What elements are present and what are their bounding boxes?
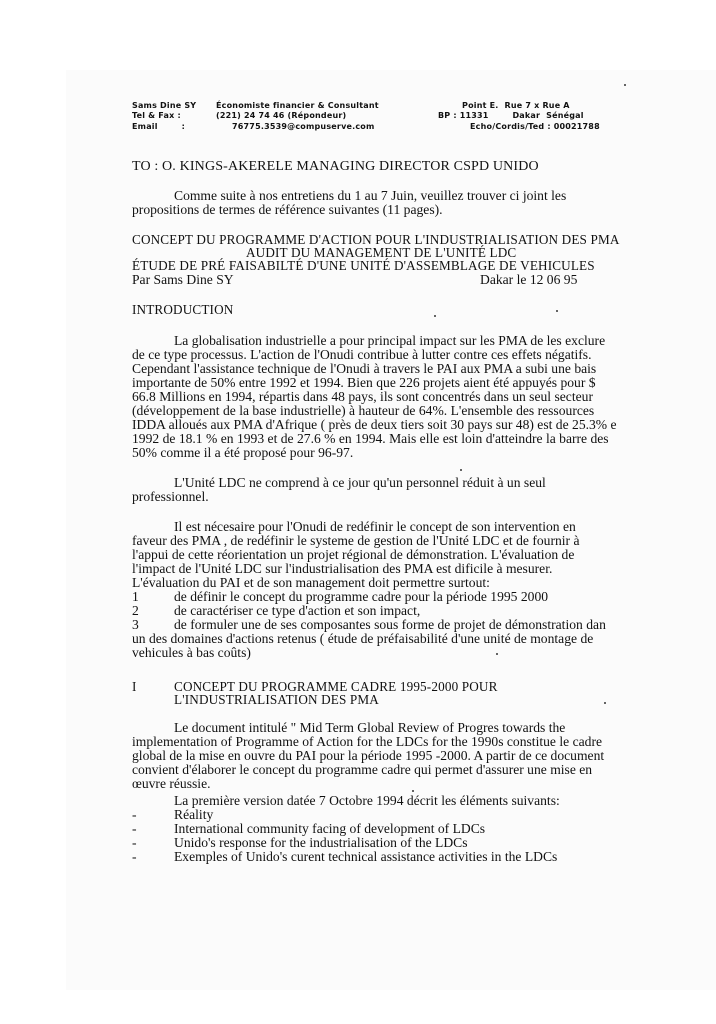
list-item-3-cont-2: vehicules à bas coûts)	[132, 645, 251, 660]
introduction-heading: INTRODUCTION	[132, 302, 234, 317]
to-line: TO : O. KINGS-AKERELE MANAGING DIRECTOR CSPD UNIDO	[132, 159, 539, 174]
letterhead-email-label: Email :	[132, 122, 185, 131]
letterhead-address: Point E. Rue 7 x Rue A	[462, 101, 570, 110]
para5-line: La première version datée 7 Octobre 1994 décrit les éléments suivants:	[174, 793, 560, 808]
para4-line-4: convient d'élaborer le concept du programme cadre qui permet d'assurer une mise en	[132, 762, 593, 777]
para4-line-3: global de la mise en ouvre du PAI pour la période 1995 -2000. A partir de ce document	[132, 748, 605, 763]
para1-line-9: 50% comme il a été proposé pour 96-97.	[132, 445, 354, 460]
scan-speck	[460, 469, 462, 471]
para1-line-5: 66.8 Millions en 1994, répartis dans 48 pays, ils sont concentrés dans un seul secteur	[132, 389, 593, 404]
intro-line-1: Comme suite à nos entretiens du 1 au 7 Juin, veuillez trouver ci joint les	[174, 188, 567, 203]
title-line-1: CONCEPT DU PROGRAMME D'ACTION POUR L'INDUSTRIALISATION DES PMA	[132, 232, 620, 247]
list-item-3: de formuler une de ses composantes sous forme de projet de démonstration dan	[174, 617, 606, 632]
para4-line-1: Le document intitulé " Mid Term Global Review of Progres towards the	[174, 720, 566, 735]
list-item-3-cont-1: un des domaines d'actions retenus ( étude de préfaisabilité d'une unité de montage de	[132, 631, 594, 646]
para1-line-1: La globalisation industrielle a pour principal impact sur les PMA de les exclure	[174, 333, 606, 348]
para2-line-2: professionnel.	[132, 489, 209, 504]
list-item-2: de caractériser ce type d'action et son impact,	[174, 603, 421, 618]
bullet-marker-1: -	[132, 807, 137, 822]
para1-line-3: Cependant l'assistance technique de l'Onudi à travers le PAI aux PMA a subi une bais	[132, 361, 597, 376]
bullet-marker-2: -	[132, 821, 137, 836]
para3-line-5: L'évaluation du PAI et de son management doit permettre surtout:	[132, 575, 490, 590]
para1-line-2: de ce type processus. L'action de l'Onudi contribue à lutter contre ces effets négatifs.	[132, 347, 592, 362]
letterhead-phone: (221) 24 74 46 (Répondeur)	[216, 111, 347, 120]
para3-line-4: l'impact de l'Unité LDC sur l'industrialisation des PMA est dificile à mesurer.	[132, 561, 553, 576]
para3-line-2: faveur des PMA , de redéfinir le systeme de gestion de l'Unité LDC et de fournir à	[132, 533, 580, 548]
section-1-title-line-2: L'INDUSTRIALISATION DES PMA	[174, 692, 379, 707]
bullet-item-4: Exemples of Unido's curent technical assistance activities in the LDCs	[174, 849, 558, 864]
para1-line-4: importante de 50% entre 1992 et 1994. Bien que 226 projets aient été appuyés pour $	[132, 375, 596, 390]
scan-speck	[412, 790, 414, 792]
letterhead-title: Économiste financier & Consultant	[216, 101, 379, 110]
letterhead-ted: Echo/Cordis/Ted : 00021788	[470, 122, 600, 131]
title-line-2: AUDIT DU MANAGEMENT DE L'UNITÉ LDC	[246, 245, 517, 260]
para3-line-1: Il est nécesaire pour l'Onudi de redéfinir le concept de son intervention en	[174, 519, 576, 534]
byline: Par Sams Dine SY	[132, 272, 234, 287]
scan-speck	[604, 702, 606, 704]
para3-line-3: l'appui de cette réorientation un projet régional de démonstration. L'évaluation de	[132, 547, 575, 562]
para4-line-5: œuvre réussie.	[132, 776, 211, 791]
section-1-number: I	[132, 679, 137, 694]
section-1-title-line-1: CONCEPT DU PROGRAMME CADRE 1995-2000 POUR	[174, 679, 498, 694]
date-place: Dakar le 12 06 95	[480, 272, 578, 287]
para4-line-2: implementation of Programme of Action for the LDCs for the 1990s constitue le cadre	[132, 734, 602, 749]
letterhead-email: 76775.3539@compuserve.com	[232, 122, 375, 131]
scan-speck	[434, 315, 436, 317]
bullet-marker-3: -	[132, 835, 137, 850]
para1-line-8: 1992 de 18.1 % en 1993 et de 27.6 % en 1994. Mais elle est loin d'atteindre la barre des	[132, 431, 609, 446]
scan-speck	[556, 310, 558, 312]
para1-line-7: IDDA alloués aux PMA d'Afrique ( près de deux tiers soit 30 pays sur 48) est de 25.3% e	[132, 417, 617, 432]
bullet-item-3: Unido's response for the industrialisation of the LDCs	[174, 835, 468, 850]
scan-speck	[496, 653, 498, 655]
title-line-3: ÉTUDE DE PRÉ FAISABILTÉ D'UNE UNITÉ D'ASSEMBLAGE DE VEHICULES	[132, 258, 595, 273]
bullet-marker-4: -	[132, 849, 137, 864]
list-number-3: 3	[132, 617, 139, 632]
para1-line-6: (développement de la base industrielle) à hauteur de 64%. L'ensemble des ressources	[132, 403, 595, 418]
letterhead-name: Sams Dine SY	[132, 101, 197, 110]
letterhead-tel-label: Tel & Fax :	[132, 111, 181, 120]
list-number-1: 1	[132, 589, 139, 604]
scan-speck	[624, 84, 626, 86]
bullet-item-2: International community facing of development of LDCs	[174, 821, 486, 836]
letterhead-bp: BP : 11331 Dakar Sénégal	[438, 111, 584, 120]
bullet-item-1: Réality	[174, 807, 214, 822]
list-item-1: de définir le concept du programme cadre pour la période 1995 2000	[174, 589, 549, 604]
list-number-2: 2	[132, 603, 139, 618]
intro-line-2: propositions de termes de référence suivantes (11 pages).	[132, 202, 443, 217]
para2-line-1: L'Unité LDC ne comprend à ce jour qu'un personnel réduit à un seul	[174, 475, 546, 490]
